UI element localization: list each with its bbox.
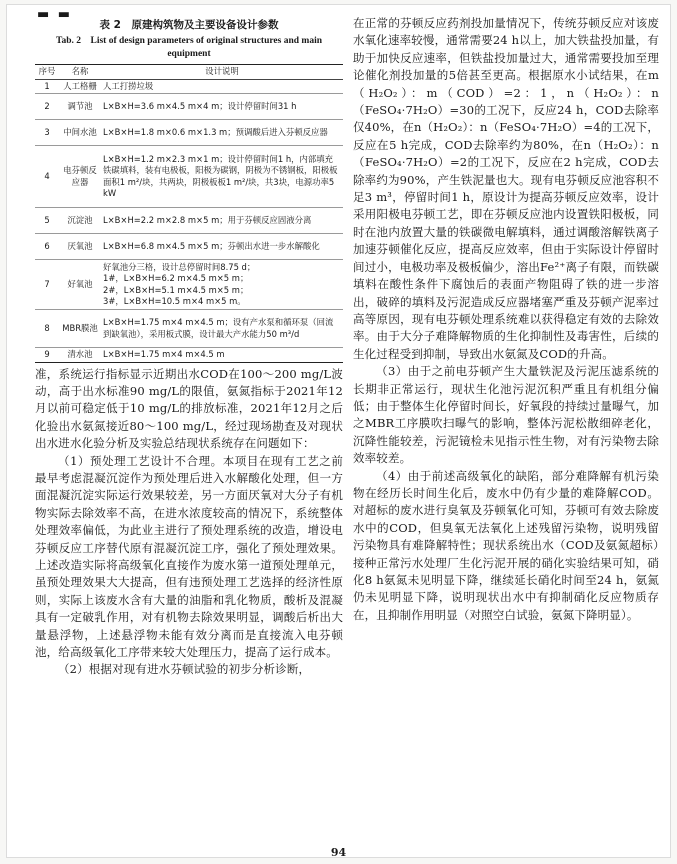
paper-page <box>6 4 671 858</box>
row-name: 好氧池 <box>59 260 101 310</box>
row-description: L×B×H=1.8 m×0.6 m×1.3 m；预调酸后进入芬顿反应器 <box>101 120 343 146</box>
row-name: 中间水池 <box>59 120 101 146</box>
body-paragraph: （2）根据对现有进水芬顿试验的初步分析诊断， <box>58 662 311 677</box>
row-index: 4 <box>35 146 59 208</box>
row-description: L×B×H=2.2 m×2.8 m×5 m；用于芬顿反应固液分离 <box>101 208 343 234</box>
table-row <box>35 348 343 363</box>
row-index: 7 <box>35 260 59 310</box>
row-name: 电芬顿反应器 <box>59 146 101 208</box>
row-description: 人工打捞垃圾 <box>101 79 343 94</box>
body-paragraph: （4）由于前述高级氧化的缺陷，部分难降解有机污染物在经历长时间生化后，废水中仍有少量的难降解COD。对超标的废水进行臭氧及芬顿氧化可知，芬顿可有效去除废水中的COD，但臭氧无法氧化上述残留污染物，说明残留污染物具有难降解特性；现状系统出水（COD及氨氮超标）接种正常污水处理厂生化污泥开展的硝化实验结果可知，硝化8 h氨氮未见明显下降，继续延长硝化时间至24 h，氨氮仍未见明显下降，说明现状出水中有抑制硝化反应物质存在，且抑制作用明显（对照空白试验，氨氮下降明显）。 <box>353 468 659 622</box>
page-number: 94 <box>330 846 347 859</box>
table-row <box>35 120 343 146</box>
row-index: 9 <box>35 348 59 363</box>
row-index: 3 <box>35 120 59 146</box>
table-caption-cn: 表 2 原建构筑物及主要设备设计参数 <box>99 19 279 31</box>
body-paragraph: 在正常的芬顿反应药剂投加量情况下，传统芬顿反应对该废水氧化速率较慢，通常需要24 h以上，加大铁盐投加量，有助于加快反应速率，但铁盐投加量过大，通常需要投加至理论催化剂投加量的5倍甚至更高。根据原水小试结果，在m（H₂O₂）：m（COD）=2：1，n（H₂O₂）：n（FeSO₄·7H₂O）=30的工况下，反应24 h，COD去除率仅40%，在n（H₂O₂）：n（FeSO₄·7H₂O）=4的工况下，反应在5 h完成，COD去除率约为80%，在n（H₂O₂）：n（FeSO₄·7H₂O）=2的工况下，反应在2 h完成，COD去除率约为90%，产生铁泥量也大。现有电芬顿反应池容积不足3 m³，停留时间1 h，原设计为提高芬顿反应效率，设计采用阳极电芬顿工艺，即在芬顿反应池内设置铁阳极板，同时在池内放置大量的铁碳微电解填料，通过调酸溶解铁离子加速芬顿催化反应，提高反应效率，但由于实际设计停留时间过小，电极功率及极板偏少，溶出Fe²⁺离子有限，而铁碳填料在酸性条件下腐蚀后的表面产物阻碍了铁的进一步溶出，破碎的填料及污泥造成反应器堵塞严重及芬顿产泥率过高等原因，现有电芬顿处理系统难以获得稳定有效的去除效率。由于大分子难降解物质的生化抑制性及毒害性，后续的生化过程受到抑制，导致出水氨氮及COD的升高。 <box>353 16 659 361</box>
row-name: MBR膜池 <box>59 310 101 348</box>
row-index: 1 <box>35 79 59 94</box>
table-row <box>35 208 343 234</box>
header-mark: ▬ ▬ <box>37 7 73 22</box>
table-caption-en: Tab. 2 List of design parameters of original structures and main equipment <box>55 36 322 59</box>
table-row <box>35 94 343 120</box>
table-header-name: 名称 <box>59 65 101 80</box>
row-name: 沉淀池 <box>59 208 101 234</box>
table-row <box>35 79 343 94</box>
row-index: 2 <box>35 94 59 120</box>
row-description: L×B×H=6.8 m×4.5 m×5 m；芬顿出水进一步水解酸化 <box>101 234 343 260</box>
row-description: L×B×H=1.75 m×4 m×4.5 m <box>101 348 343 363</box>
row-description: L×B×H=3.6 m×4.5 m×4 m；设计停留时间31 h <box>101 94 343 120</box>
row-index: 6 <box>35 234 59 260</box>
body-paragraph: （3）由于之前电芬顿产生大量铁泥及污泥压滤系统的长期非正常运行，现状生化池污泥沉积严重且有机组分偏低；由于整体生化停留时间长，好氧段的持续过量曝气，加之MBR工序膜吹扫曝气的影响，整体污泥松散细碎老化，沉降性能较差，污泥镜检未见指示性生物，对有污染物去除效率较差。 <box>353 364 659 466</box>
table-header-description: 设计说明 <box>101 65 343 80</box>
row-name: 人工格栅 <box>59 79 101 94</box>
left-column <box>35 15 343 679</box>
table-row <box>35 234 343 260</box>
body-paragraph: （1）预处理工艺设计不合理。本项目在现有工艺之前最早考虑混凝沉淀作为预处理后进入水解酸化处理，但一方面混凝沉淀实际运行效果较差，另一方面厌氧对大分子有机物实际去除效率不高，在进水浓度较高的情况下，系统整体处理效率偏低，为此业主进行了预处理系统的改造，增设电芬顿反应工序替代原有混凝沉淀工序，强化了预处理效果。上述改造实际将高级氧化直接作为废水第一道预处理单元，虽预处理效果大大提高，但有违预处理工艺选择的经济性原则，实际上该废水含有大量的油脂和乳化物质，酸析及混凝具有一定破乳作用，对有机物去除效果明显，调酸后析出大量悬浮物，上述悬浮物未能有效分离而是直接流入电芬顿池，给高级氧化工序带来较大处理压力，提高了运行成本。 <box>35 453 343 659</box>
body-paragraph: 准，系统运行指标显示近期出水COD在100～200 mg/L波动，高于出水标准90 mg/L的限值，氨氮指标于2021年12月以前可稳定低于10 mg/L的排放标准，2021年12月之后化验出水氨氮接近80～100 mg/L，经过现场勘查及对现状出水进水化验分析及实验总结现状系统存在问题如下： <box>35 366 343 451</box>
row-description: 好氧池分三格，设计总停留时间8.75 d； 1#，L×B×H=6.2 m×4.5 m×5 m； 2#，L×B×H=5.1 m×4.5 m×5 m； 3#，L×B×H=10.5 m×4 m×5 m。 <box>101 260 343 310</box>
row-index: 8 <box>35 310 59 348</box>
row-description: L×B×H=1.75 m×4 m×4.5 m；设有产水泵和循环泵（回流到缺氧池），采用板式膜，设计最大产水能力50 m³/d <box>101 310 343 348</box>
design-parameter-table <box>35 64 343 363</box>
row-description: L×B×H=1.2 m×2.3 m×1 m；设计停留时间1 h，内部填充铁碳填料，装有电极板，阳极为碳钢，阴极为不锈钢板，阳极板面积1 m²/块，共两块，阴极板板1 m²/块，共3块，电源功率5 kW <box>101 146 343 208</box>
table-header-index: 序号 <box>35 65 59 80</box>
row-name: 厌氧池 <box>59 234 101 260</box>
row-name: 调节池 <box>59 94 101 120</box>
table-row <box>35 310 343 348</box>
table-header-row <box>35 65 343 80</box>
right-column <box>353 15 659 624</box>
table-row <box>35 146 343 208</box>
row-index: 5 <box>35 208 59 234</box>
table-row <box>35 260 343 310</box>
row-name: 清水池 <box>59 348 101 363</box>
